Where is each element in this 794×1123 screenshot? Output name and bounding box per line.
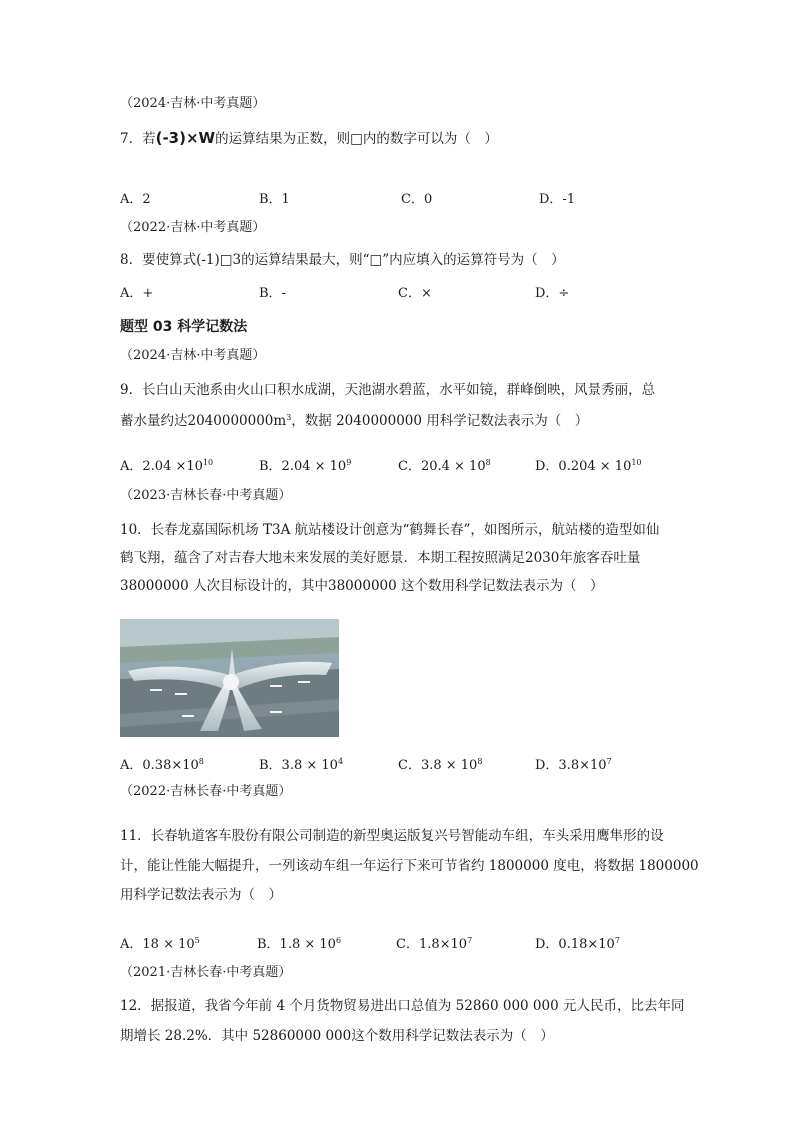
q11-option-a[interactable] bbox=[120, 931, 200, 955]
q9-option-a-base: A．2.04 ×10 bbox=[120, 459, 203, 474]
q10-option-a[interactable] bbox=[120, 752, 204, 776]
q11-option-a-base: A．18 × 10 bbox=[120, 937, 195, 952]
q7-expression: (-3)×W bbox=[155, 129, 216, 147]
q10-option-d[interactable] bbox=[535, 752, 612, 776]
q12-line2: 期增长 28.2%．其中 52860000 000这个数用科学记数法表示为（ ） bbox=[120, 1028, 554, 1044]
q8-stem: 8．要使算式(-1)□3的运算结果最大，则“□”内应填入的运算符号为（ ） bbox=[120, 252, 565, 268]
q9-option-d-base: D．0.204 × 10 bbox=[535, 459, 632, 474]
q10-option-a-exp: 8 bbox=[198, 757, 204, 766]
q10-option-c[interactable] bbox=[398, 752, 482, 776]
q7-option-b[interactable]: B．1 bbox=[259, 192, 290, 207]
q10-option-c-exp: 8 bbox=[477, 757, 483, 766]
q10-source: （2023·吉林长春·中考真题） bbox=[120, 488, 292, 503]
q8-source: （2022·吉林·中考真题） bbox=[120, 220, 266, 235]
q10-option-a-base: A．0.38×10 bbox=[120, 758, 199, 773]
section-title: 题型 03 科学记数法 bbox=[120, 319, 248, 335]
q11-option-a-exp: 5 bbox=[194, 936, 200, 945]
q10-line1: 10．长春龙嘉国际机场 T3A 航站楼设计创意为“鹤舞长春”，如图所示，航站楼的造型如仙 bbox=[120, 522, 660, 538]
q9-line2 bbox=[120, 408, 588, 431]
q9-option-a[interactable] bbox=[120, 453, 213, 477]
q7-option-c[interactable]: C．0 bbox=[401, 192, 433, 207]
q10-option-c-base: C．3.8 × 10 bbox=[398, 758, 478, 773]
q10-line2: 鹤飞翔，蕴含了对吉春大地未来发展的美好愿景．本期工程按照满足2030年旅客吞吐量 bbox=[120, 550, 641, 566]
q9-line1: 9．长白山天池系由火山口积水成湖，天池湖水碧蓝，水平如镜，群峰倒映，风景秀丽，总 bbox=[120, 382, 656, 398]
q11-option-d-base: D．0.18×10 bbox=[535, 937, 615, 952]
q11-option-c-exp: 7 bbox=[467, 936, 473, 945]
q9-option-a-exp: 10 bbox=[202, 458, 214, 467]
q7-option-a[interactable]: A．2 bbox=[120, 192, 151, 207]
q9-option-b-exp: 9 bbox=[346, 458, 352, 467]
q9-line2-a: 蓄水量约达2040000000m bbox=[120, 413, 287, 429]
q9-option-c-base: C．20.4 × 10 bbox=[398, 459, 486, 474]
q11-option-c[interactable] bbox=[396, 931, 472, 955]
q11-line1: 11．长春轨道客车股份有限公司制造的新型奥运版复兴号智能动车组，车头采用鹰隼形的设 bbox=[120, 828, 664, 844]
q9-option-b[interactable] bbox=[259, 453, 351, 477]
q12-line1: 12．据报道，我省今年前 4 个月货物贸易进出口总值为 52860 000 000 元人民币，比去年同 bbox=[120, 998, 685, 1014]
q9-option-c[interactable] bbox=[398, 453, 491, 477]
q9-option-b-base: B．2.04 × 10 bbox=[259, 459, 347, 474]
q11-line2: 计，能让性能大幅提升，一列该动车组一年运行下来可节省约 1800000 度电，将数据 1800000 bbox=[120, 858, 699, 874]
q7-stem-suffix: 的运算结果为正数，则□内的数字可以为（ ） bbox=[215, 131, 498, 147]
q10-option-d-exp: 7 bbox=[606, 757, 612, 766]
q8-option-b[interactable]: B．- bbox=[259, 286, 286, 301]
q11-option-b-exp: 6 bbox=[335, 936, 342, 945]
q11-option-b[interactable] bbox=[257, 931, 341, 955]
q11-option-c-base: C．1.8×10 bbox=[396, 937, 468, 952]
q11-source: （2022·吉林长春·中考真题） bbox=[120, 784, 292, 799]
q7-source: （2024·吉林·中考真题） bbox=[120, 96, 266, 111]
q11-option-d-exp: 7 bbox=[614, 936, 620, 945]
q7-stem-prefix: 7．若 bbox=[120, 131, 156, 147]
q11-line3: 用科学记数法表示为（ ） bbox=[120, 887, 282, 903]
q11-option-d[interactable] bbox=[535, 931, 620, 955]
airport-terminal-photo bbox=[120, 619, 339, 737]
q7-option-d[interactable]: D．-1 bbox=[539, 192, 576, 207]
q11-option-b-base: B．1.8 × 10 bbox=[257, 937, 336, 952]
q9-source: （2024·吉林·中考真题） bbox=[120, 348, 266, 363]
q10-option-b[interactable] bbox=[259, 752, 343, 776]
q8-option-a[interactable]: A．+ bbox=[120, 286, 154, 301]
q9-line2-b: ，数据 2040000000 用科学记数法表示为（ ） bbox=[291, 413, 589, 429]
q9-option-c-exp: 8 bbox=[485, 458, 491, 467]
q9-line2-sup: 3 bbox=[286, 413, 292, 422]
q8-option-c[interactable]: C．× bbox=[398, 286, 432, 301]
q10-option-d-base: D．3.8×10 bbox=[535, 758, 607, 773]
q10-option-b-exp: 4 bbox=[337, 757, 344, 766]
q10-option-b-base: B．3.8 × 10 bbox=[259, 758, 338, 773]
q9-option-d-exp: 10 bbox=[631, 458, 642, 467]
q9-option-d[interactable] bbox=[535, 453, 642, 477]
q8-option-d[interactable]: D．÷ bbox=[535, 286, 570, 301]
q7-stem bbox=[120, 128, 498, 149]
q12-source: （2021·吉林长春·中考真题） bbox=[120, 965, 292, 980]
airport-terminal-illustration bbox=[120, 619, 339, 737]
q10-line3: 38000000 人次目标设计的，其中38000000 这个数用科学记数法表示为（ ） bbox=[120, 578, 604, 594]
